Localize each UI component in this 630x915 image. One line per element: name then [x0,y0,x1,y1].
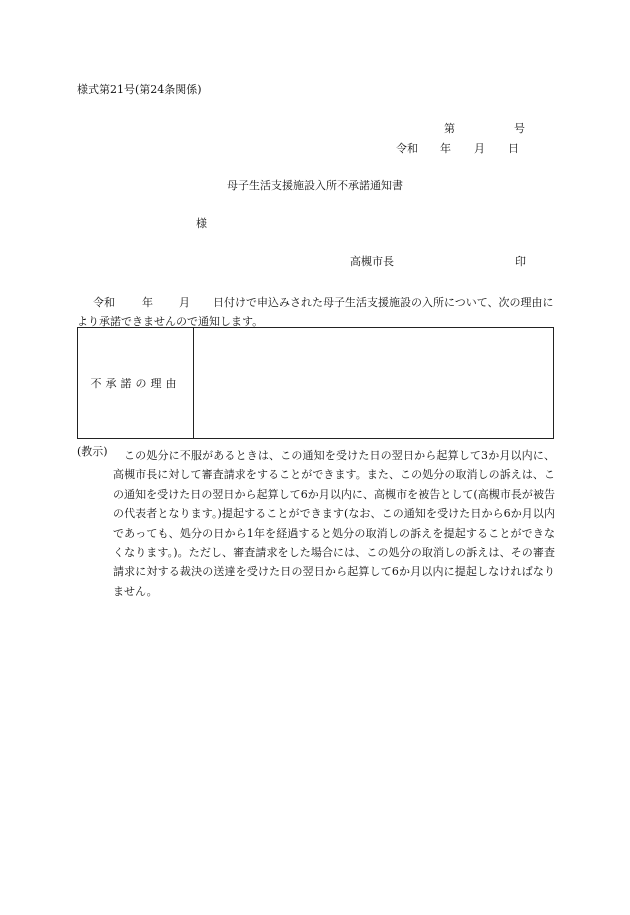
reason-label: 不承諾の理由 [78,328,194,438]
lead-year: 年 [142,296,153,309]
lead-era: 令和 [93,296,115,309]
doc-number-prefix: 第 [444,122,455,135]
doc-number-suffix: 号 [514,122,525,135]
document-title: 母子生活支援施設入所不承諾通知書 [227,179,403,192]
seal-mark: 印 [515,255,526,268]
form-number: 様式第21号(第24条関係) [77,83,202,96]
notice-body: この処分に不服があるときは、この通知を受けた日の翌日から起算して3か月以内に、高槻市長に対して審査請求をすることができます。また、この処分の取消しの訴えは、この通知を受けた日の翌日から起算して6か月以内に、高槻市を被告として(高槻市長が被告の代表者となります。)提起することができます(なお、この通知を受けた日から6か月以内であっても、処分の日から1年を経過すると処分の取消しの訴えを提起することができなくなります。)。ただし、審査請求をした場合には、この処分の取消しの訴えは、その審査請求に対する裁決の送達を受けた日の翌日から起算して6か月以内に提起しなければなりません。 [113,449,555,598]
issue-date [396,143,519,154]
reason-value [194,328,553,438]
date-year: 年 [440,142,451,155]
addressee-suffix: 様 [196,217,207,230]
issuer-name: 高槻市長 [350,255,394,268]
notice-heading: (教示) [77,445,108,458]
date-era: 令和 [396,142,418,155]
date-month: 月 [474,142,485,155]
lead-text: 日付けで申込みされた母子生活支援施設の入所について、次の理由により承諾できませんので通知します。 [77,296,554,328]
date-day: 日 [508,142,519,155]
lead-paragraph [77,293,555,331]
reason-table [77,327,554,439]
lead-month: 月 [179,296,190,309]
